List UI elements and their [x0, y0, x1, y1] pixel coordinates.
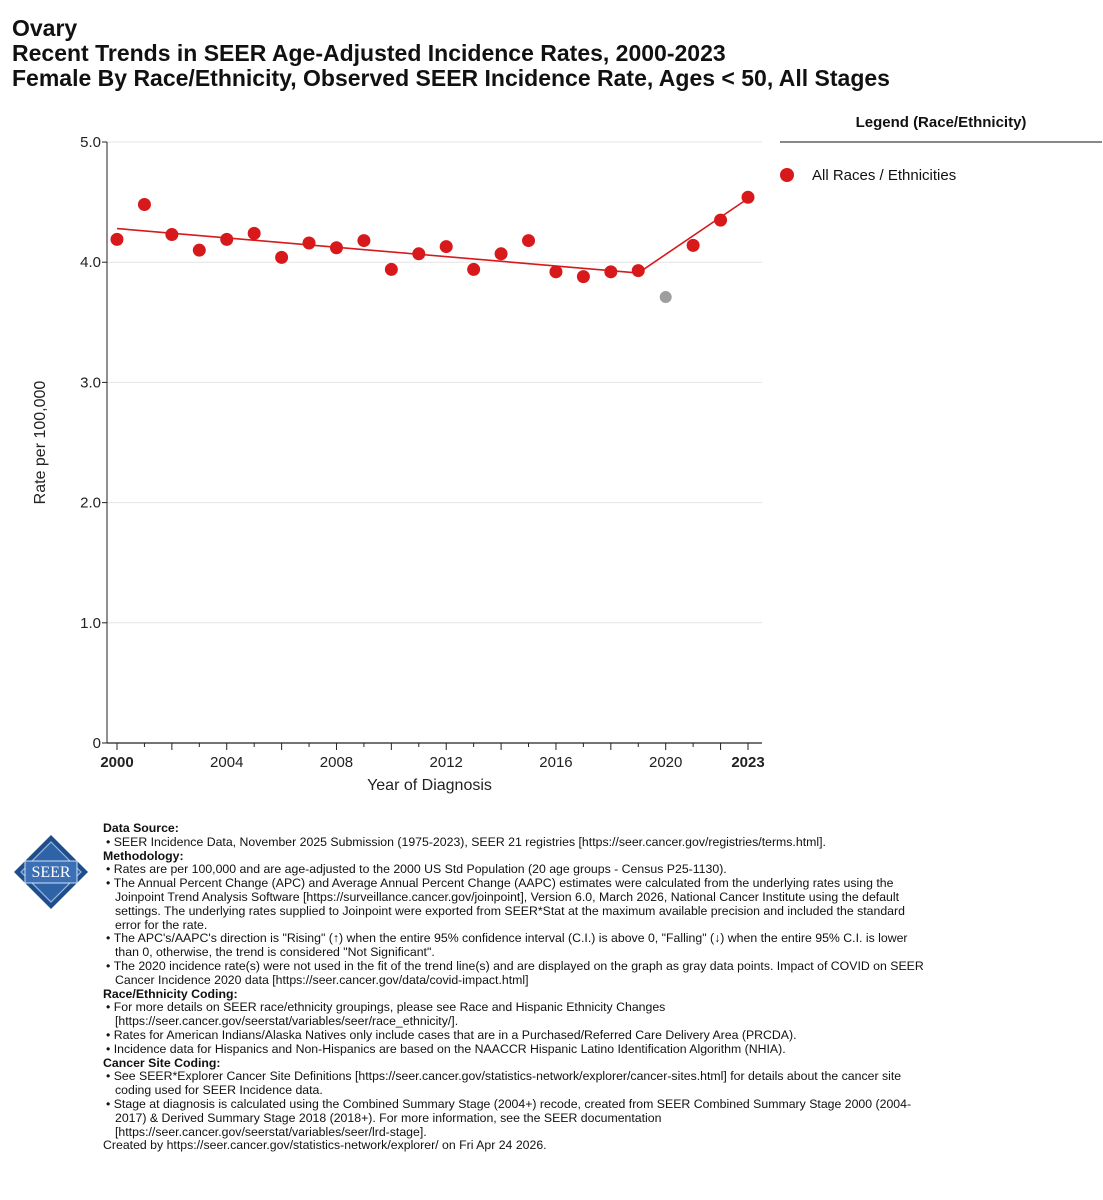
data-point: [412, 247, 425, 260]
data-point: [248, 227, 261, 240]
data-point: [577, 270, 590, 283]
svg-text:SEER: SEER: [31, 864, 71, 881]
data-point: [604, 265, 617, 278]
data-point: [193, 244, 206, 257]
footnote-line: • For more details on SEER race/ethnicity groupings, please see Race and Hispanic Ethnicity Changes [https://seer.cancer.gov/seerstat/variables/seer/race_ethnicity/].: [103, 1001, 933, 1029]
trend-chart: [0, 0, 775, 810]
footnote-line: • SEER Incidence Data, November 2025 Submission (1975-2023), SEER 21 registries [https://seer.cancer.gov/registries/terms.html].: [103, 836, 933, 850]
legend-marker: [780, 168, 794, 182]
footnote-line: • Rates are per 100,000 and are age-adjusted to the 2000 US Std Population (20 age groups - Census P25-1130).: [103, 863, 933, 877]
footnote-line: • The APC's/AAPC's direction is "Rising" (↑) when the entire 95% confidence interval (C.I.) is above 0, "Falling" (↓) when the entire 95% C.I. is lower than 0, otherwise, the trend is considered "Not Significant".: [103, 932, 933, 960]
footnote-heading: Cancer Site Coding:: [103, 1055, 221, 1070]
data-point: [357, 234, 370, 247]
x-tick-label: 2000: [100, 754, 134, 771]
y-tick-label: 2.0: [80, 494, 101, 512]
footnotes: [103, 822, 933, 1153]
y-tick-label: 0: [92, 735, 101, 752]
data-point: [138, 198, 151, 211]
footnote-heading: Data Source:: [103, 821, 179, 835]
footnote-line: • The 2020 incidence rate(s) were not used in the fit of the trend line(s) and are displayed on the graph as gray data points. Impact of COVID on SEER Cancer Incidence 2020 data [https://seer.cancer.gov/data/covid-impact.html]: [103, 960, 933, 988]
x-tick-label: 2023: [731, 754, 765, 771]
footnote-line: • Incidence data for Hispanics and Non-Hispanics are based on the NAACCR Hispanic Latino Identification Algorithm (NHIA).: [103, 1043, 933, 1057]
y-tick-label: 3.0: [80, 374, 101, 392]
y-axis-label: Rate per 100,000: [32, 380, 49, 505]
data-point: [165, 228, 178, 241]
chart-subtitle: Female By Race/Ethnicity, Observed SEER Incidence Rate, Ages < 50, All Stages: [12, 65, 890, 91]
data-point: [440, 240, 453, 253]
seer-logo: [12, 833, 90, 911]
data-point: [220, 233, 233, 246]
footnote-line: • Stage at diagnosis is calculated using the Combined Summary Stage (2004+) recode, created from SEER Combined Summary Stage 2000 (2004-2017) & Derived Summary Stage 2018 (2018+). For more information, see the SEER documentation [https://seer.cancer.gov/seerstat/variables/seer/lrd-stage].: [103, 1098, 933, 1139]
legend-item-all-races[interactable]: [780, 165, 1102, 185]
data-point: [632, 264, 645, 277]
legend: [780, 108, 1102, 185]
footnote-line: • See SEER*Explorer Cancer Site Definitions [https://seer.cancer.gov/statistics-network/explorer/cancer-sites.html] for details about the cancer site coding used for SEER Incidence data.: [103, 1070, 933, 1098]
data-point: [522, 234, 535, 247]
x-tick-label: 2020: [649, 754, 683, 771]
footnote-heading: Race/Ethnicity Coding:: [103, 986, 238, 1001]
data-point: [549, 265, 562, 278]
x-tick-label: 2012: [429, 754, 463, 771]
chart-title: Recent Trends in SEER Age-Adjusted Incidence Rates, 2000-2023: [12, 40, 726, 66]
data-point: [687, 239, 700, 252]
data-point: [330, 241, 343, 254]
legend-title: Legend (Race/Ethnicity): [780, 108, 1102, 143]
chart-title-site: Ovary: [12, 15, 78, 41]
data-point: [111, 233, 124, 246]
data-point: [495, 247, 508, 260]
x-axis-label: Year of Diagnosis: [367, 777, 492, 794]
y-tick-label: 5.0: [80, 134, 101, 151]
data-point: [742, 191, 755, 204]
footnote-line: • Rates for American Indians/Alaska Natives only include cases that are in a Purchased/Referred Care Delivery Area (PRCDA).: [103, 1029, 933, 1043]
y-tick-label: 1.0: [80, 614, 101, 632]
y-tick-label: 4.0: [80, 254, 101, 272]
footnote-line: • The Annual Percent Change (APC) and Average Annual Percent Change (AAPC) estimates were calculated from the underlying rates using the Joinpoint Trend Analysis Software [https://surveillance.cancer.gov/joinpoint], Version 6.0, March 2026, National Cancer Institute using the default settings. The underlying rates supplied to Joinpoint were exported from SEER*Stat at the maximum available precision and included the standard error for the rate.: [103, 877, 933, 932]
data-point: [303, 236, 316, 249]
data-point: [385, 263, 398, 276]
data-point: [467, 263, 480, 276]
footnote-heading: Methodology:: [103, 848, 184, 863]
footnote-line: Created by https://seer.cancer.gov/statistics-network/explorer/ on Fri Apr 24 2026.: [103, 1138, 547, 1153]
data-point: [714, 214, 727, 227]
legend-item-label: All Races / Ethnicities: [812, 167, 957, 184]
data-point: [275, 251, 288, 264]
x-tick-label: 2004: [210, 754, 244, 771]
excluded-data-point: [660, 291, 672, 303]
x-tick-label: 2008: [319, 754, 354, 771]
x-tick-label: 2016: [539, 754, 573, 771]
